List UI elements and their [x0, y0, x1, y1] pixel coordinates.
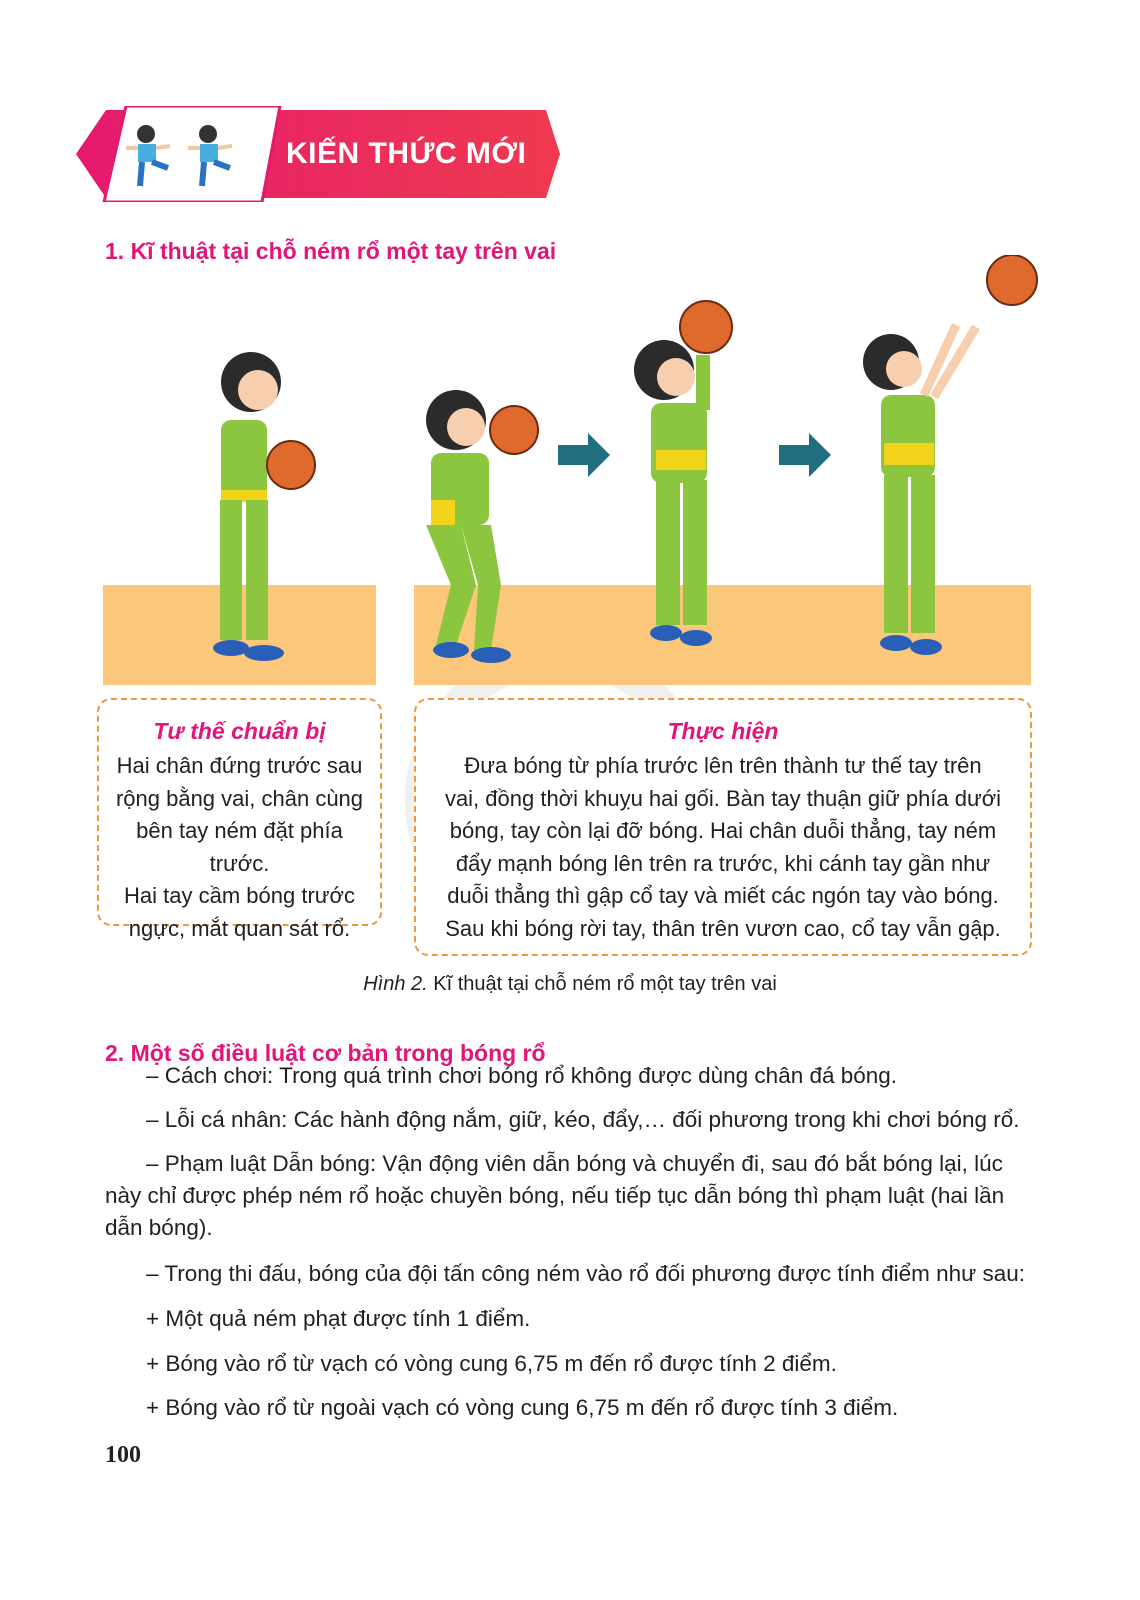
page-number: 100	[105, 1442, 141, 1468]
execute-line: Sau khi bóng rời tay, thân trên vươn cao, cổ tay vẫn gập.	[445, 915, 1001, 941]
execute-line: vai, đồng thời khuỵu hai gối. Bàn tay thuận giữ phía dưới	[444, 785, 1002, 811]
scoring-item: + Bóng vào rổ từ vạch có vòng cung 6,75 m đến rổ được tính 2 điểm.	[146, 1351, 837, 1376]
scoring-item: + Bóng vào rổ từ ngoài vạch có vòng cung 6,75 m đến rổ được tính 3 điểm.	[146, 1395, 899, 1420]
execute-line: bóng, tay còn lại đỡ bóng. Hai chân duỗi thẳng, tay ném	[449, 818, 997, 843]
section-2-heading: 2. Một số điều luật cơ bản trong bóng rổ	[105, 1040, 546, 1066]
execute-box	[414, 698, 1032, 956]
two-kids-exercising-icon	[116, 116, 256, 194]
prepare-line: ngực, mắt quan sát rổ.	[128, 915, 351, 941]
section-1-heading: 1. Kĩ thuật tại chỗ ném rổ một tay trên vai	[105, 238, 557, 264]
prepare-line: rộng bằng vai, chân cùng	[115, 785, 364, 811]
section-banner	[76, 106, 560, 202]
rule-item: – Trong thi đấu, bóng của đội tấn công ném vào rổ đối phương được tính điểm như sau:	[146, 1261, 1025, 1286]
floor-right	[414, 585, 1031, 685]
execute-line: Đưa bóng từ phía trước lên trên thành tư thế tay trên	[464, 753, 982, 778]
arrow-icon	[779, 433, 831, 477]
rule-item: – Lỗi cá nhân: Các hành động nắm, giữ, kéo, đẩy,… đối phương trong khi chơi bóng rổ.	[146, 1107, 1020, 1132]
execute-line: đẩy mạnh bóng lên trên ra trước, khi cánh tay gần như	[455, 850, 991, 876]
prepare-stance-box	[97, 698, 382, 941]
prepare-stance-title: Tư thế chuẩn bị	[153, 718, 326, 744]
prepare-line: Hai chân đứng trước sau	[116, 753, 363, 778]
execute-title: Thực hiện	[667, 718, 779, 744]
arrow-icon	[558, 433, 610, 477]
prepare-line: Hai tay cầm bóng trước	[124, 883, 355, 908]
figure-caption-text: Kĩ thuật tại chỗ ném rổ một tay trên vai	[427, 973, 777, 995]
rule-item: – Cách chơi: Trong quá trình chơi bóng rổ không được dùng chân đá bóng.	[146, 1063, 898, 1088]
scoring-item: + Một quả ném phạt được tính 1 điểm.	[146, 1306, 531, 1331]
figure-caption	[0, 973, 1140, 996]
banner-title: KIẾN THỨC MỚI	[286, 137, 527, 170]
figure-caption-label: Hình 2.	[363, 973, 428, 995]
prepare-line: bên tay ném đặt phía trước.	[136, 818, 343, 876]
execute-line: duỗi thẳng thì gập cổ tay và miết các ngón tay vào bóng.	[447, 883, 999, 908]
rule-item: – Phạm luật Dẫn bóng: Vận động viên dẫn bóng và chuyển đi, sau đó bắt bóng lại, lúc này chỉ được phép ném rổ hoặc chuyền bóng, nếu tiếp tục dẫn bóng thì phạm luật (hai lần dẫn bóng).	[105, 1151, 1005, 1240]
basketball-shooting-illustration	[96, 255, 1056, 705]
